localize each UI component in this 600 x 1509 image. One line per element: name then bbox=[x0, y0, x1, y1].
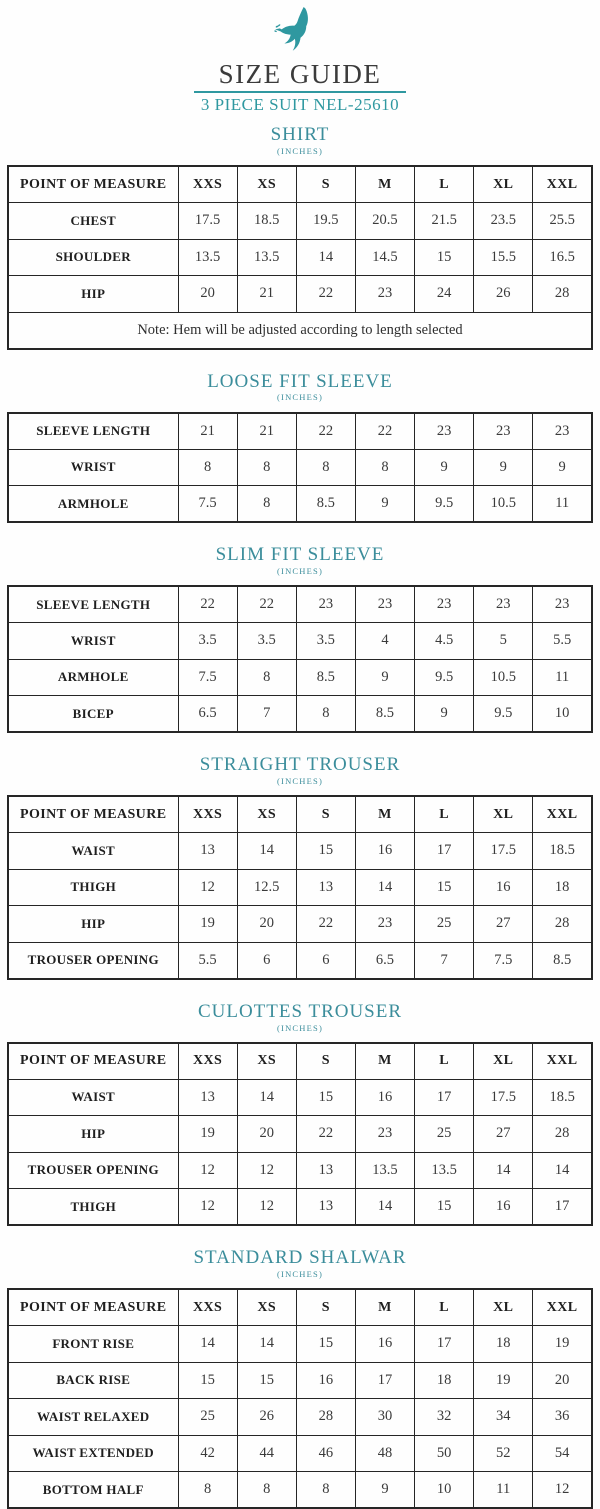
size-header-cell: M bbox=[355, 1289, 414, 1326]
size-value-cell: 20 bbox=[237, 906, 296, 943]
size-header-cell: XXS bbox=[178, 1289, 237, 1326]
size-value-cell: 8 bbox=[178, 1472, 237, 1509]
size-header-cell: XS bbox=[237, 1043, 296, 1080]
size-value-cell: 17 bbox=[415, 1079, 474, 1116]
size-value-cell: 23 bbox=[474, 586, 533, 623]
size-value-cell: 8.5 bbox=[533, 942, 592, 979]
size-value-cell: 22 bbox=[178, 586, 237, 623]
size-value-cell: 22 bbox=[296, 413, 355, 450]
size-value-cell: 8 bbox=[237, 449, 296, 486]
size-value-cell: 44 bbox=[237, 1435, 296, 1472]
size-value-cell: 17 bbox=[415, 1326, 474, 1363]
size-header-cell: S bbox=[296, 1043, 355, 1080]
size-value-cell: 9.5 bbox=[415, 486, 474, 523]
size-value-cell: 20 bbox=[533, 1362, 592, 1399]
size-value-cell: 19 bbox=[178, 1116, 237, 1153]
size-value-cell: 15 bbox=[296, 1326, 355, 1363]
section-standard-shalwar bbox=[0, 1247, 600, 1509]
size-value-cell: 18.5 bbox=[237, 203, 296, 240]
size-value-cell: 20 bbox=[237, 1116, 296, 1153]
size-value-cell: 12 bbox=[533, 1472, 592, 1509]
size-header-cell: M bbox=[355, 166, 414, 203]
point-of-measure-header: POINT OF MEASURE bbox=[8, 166, 178, 203]
size-value-cell: 17.5 bbox=[474, 1079, 533, 1116]
size-value-cell: 20.5 bbox=[355, 203, 414, 240]
units-label: (INCHES) bbox=[277, 1269, 323, 1280]
size-value-cell: 23 bbox=[355, 276, 414, 313]
size-value-cell: 10 bbox=[533, 696, 592, 733]
size-value-cell: 22 bbox=[296, 906, 355, 943]
units-label: (INCHES) bbox=[277, 1022, 323, 1033]
size-value-cell: 25 bbox=[178, 1399, 237, 1436]
size-value-cell: 23 bbox=[533, 586, 592, 623]
size-value-cell: 5.5 bbox=[178, 942, 237, 979]
size-value-cell: 18 bbox=[474, 1326, 533, 1363]
size-value-cell: 8 bbox=[237, 1472, 296, 1509]
size-value-cell: 19 bbox=[533, 1326, 592, 1363]
measure-label-cell: WRIST bbox=[8, 449, 178, 486]
size-value-cell: 8 bbox=[296, 1472, 355, 1509]
size-value-cell: 28 bbox=[296, 1399, 355, 1436]
size-value-cell: 15 bbox=[415, 239, 474, 276]
measure-label-cell: SLEEVE LENGTH bbox=[8, 586, 178, 623]
size-header-cell: L bbox=[415, 166, 474, 203]
section-culottes-trouser bbox=[0, 1001, 600, 1227]
size-value-cell: 9 bbox=[415, 449, 474, 486]
size-value-cell: 19 bbox=[474, 1362, 533, 1399]
measure-label-cell: THIGH bbox=[8, 869, 178, 906]
size-value-cell: 7 bbox=[237, 696, 296, 733]
size-value-cell: 22 bbox=[237, 586, 296, 623]
size-value-cell: 12 bbox=[178, 1189, 237, 1226]
table-row bbox=[8, 1326, 592, 1363]
size-value-cell: 23 bbox=[533, 413, 592, 450]
size-header-cell: XXL bbox=[533, 1289, 592, 1326]
size-value-cell: 4.5 bbox=[415, 623, 474, 660]
size-value-cell: 32 bbox=[415, 1399, 474, 1436]
title-divider bbox=[194, 91, 406, 93]
units-label: (INCHES) bbox=[277, 565, 323, 576]
size-value-cell: 8 bbox=[296, 449, 355, 486]
section-title: SLIM FIT SLEEVE bbox=[215, 544, 385, 566]
size-value-cell: 23 bbox=[415, 413, 474, 450]
size-value-cell: 46 bbox=[296, 1435, 355, 1472]
size-value-cell: 12 bbox=[178, 869, 237, 906]
table-row bbox=[8, 486, 592, 523]
size-header-cell: XS bbox=[237, 1289, 296, 1326]
size-value-cell: 9 bbox=[355, 659, 414, 696]
size-header-cell: L bbox=[415, 1289, 474, 1326]
units-label: (INCHES) bbox=[277, 145, 323, 156]
size-value-cell: 30 bbox=[355, 1399, 414, 1436]
table-row bbox=[8, 833, 592, 870]
section-straight-trouser bbox=[0, 754, 600, 980]
table-row bbox=[8, 1399, 592, 1436]
size-value-cell: 6 bbox=[296, 942, 355, 979]
table-row bbox=[8, 1152, 592, 1189]
measure-label-cell: SLEEVE LENGTH bbox=[8, 413, 178, 450]
measure-label-cell: BICEP bbox=[8, 696, 178, 733]
header bbox=[0, 6, 600, 115]
measure-label-cell: WAIST bbox=[8, 1079, 178, 1116]
size-value-cell: 23 bbox=[296, 586, 355, 623]
size-header-cell: XXL bbox=[533, 166, 592, 203]
measure-label-cell: THIGH bbox=[8, 1189, 178, 1226]
size-value-cell: 25 bbox=[415, 1116, 474, 1153]
table-row bbox=[8, 696, 592, 733]
size-value-cell: 11 bbox=[533, 659, 592, 696]
size-header-cell: M bbox=[355, 1043, 414, 1080]
page-title: SIZE GUIDE bbox=[218, 59, 382, 89]
table-note-row bbox=[8, 312, 592, 349]
size-header-cell: XL bbox=[474, 166, 533, 203]
size-value-cell: 22 bbox=[355, 413, 414, 450]
size-value-cell: 28 bbox=[533, 906, 592, 943]
size-value-cell: 19.5 bbox=[296, 203, 355, 240]
size-value-cell: 22 bbox=[296, 276, 355, 313]
size-value-cell: 34 bbox=[474, 1399, 533, 1436]
table-row bbox=[8, 1116, 592, 1153]
size-value-cell: 15 bbox=[237, 1362, 296, 1399]
size-value-cell: 28 bbox=[533, 276, 592, 313]
size-value-cell: 27 bbox=[474, 906, 533, 943]
size-value-cell: 8.5 bbox=[355, 696, 414, 733]
measure-label-cell: HIP bbox=[8, 1116, 178, 1153]
table-header-row bbox=[8, 796, 592, 833]
size-value-cell: 7 bbox=[415, 942, 474, 979]
size-value-cell: 16 bbox=[474, 869, 533, 906]
size-value-cell: 12.5 bbox=[237, 869, 296, 906]
size-value-cell: 3.5 bbox=[178, 623, 237, 660]
size-value-cell: 13 bbox=[296, 1152, 355, 1189]
measure-label-cell: TROUSER OPENING bbox=[8, 1152, 178, 1189]
units-label: (INCHES) bbox=[277, 775, 323, 786]
dove-logo-icon bbox=[274, 6, 326, 58]
size-value-cell: 27 bbox=[474, 1116, 533, 1153]
size-value-cell: 23 bbox=[415, 586, 474, 623]
size-table-shirt bbox=[7, 165, 593, 350]
table-row bbox=[8, 413, 592, 450]
size-value-cell: 8 bbox=[355, 449, 414, 486]
size-value-cell: 14 bbox=[355, 869, 414, 906]
size-value-cell: 3.5 bbox=[237, 623, 296, 660]
table-row bbox=[8, 906, 592, 943]
size-value-cell: 19 bbox=[178, 906, 237, 943]
size-value-cell: 13 bbox=[296, 869, 355, 906]
size-value-cell: 54 bbox=[533, 1435, 592, 1472]
size-value-cell: 42 bbox=[178, 1435, 237, 1472]
size-value-cell: 9.5 bbox=[415, 659, 474, 696]
size-value-cell: 13 bbox=[296, 1189, 355, 1226]
size-value-cell: 21 bbox=[237, 413, 296, 450]
size-header-cell: L bbox=[415, 1043, 474, 1080]
size-value-cell: 14 bbox=[237, 833, 296, 870]
size-value-cell: 14 bbox=[296, 239, 355, 276]
size-header-cell: XS bbox=[237, 796, 296, 833]
size-value-cell: 48 bbox=[355, 1435, 414, 1472]
size-value-cell: 15.5 bbox=[474, 239, 533, 276]
measure-label-cell: BOTTOM HALF bbox=[8, 1472, 178, 1509]
size-table-straight-trouser bbox=[7, 795, 593, 980]
size-value-cell: 23 bbox=[474, 413, 533, 450]
size-value-cell: 16 bbox=[355, 833, 414, 870]
size-value-cell: 8 bbox=[237, 659, 296, 696]
table-row bbox=[8, 1079, 592, 1116]
measure-label-cell: HIP bbox=[8, 276, 178, 313]
size-value-cell: 12 bbox=[237, 1152, 296, 1189]
measure-label-cell: SHOULDER bbox=[8, 239, 178, 276]
size-value-cell: 23 bbox=[355, 1116, 414, 1153]
measure-label-cell: WRIST bbox=[8, 623, 178, 660]
size-value-cell: 15 bbox=[415, 869, 474, 906]
size-value-cell: 13.5 bbox=[178, 239, 237, 276]
size-value-cell: 14 bbox=[474, 1152, 533, 1189]
size-value-cell: 50 bbox=[415, 1435, 474, 1472]
size-value-cell: 20 bbox=[178, 276, 237, 313]
size-value-cell: 16 bbox=[355, 1079, 414, 1116]
table-row bbox=[8, 659, 592, 696]
section-slim-fit-sleeve bbox=[0, 544, 600, 733]
measure-label-cell: HIP bbox=[8, 906, 178, 943]
table-row bbox=[8, 586, 592, 623]
size-value-cell: 25 bbox=[415, 906, 474, 943]
table-row bbox=[8, 239, 592, 276]
size-value-cell: 5 bbox=[474, 623, 533, 660]
size-value-cell: 14 bbox=[237, 1079, 296, 1116]
table-row bbox=[8, 1435, 592, 1472]
size-value-cell: 24 bbox=[415, 276, 474, 313]
size-value-cell: 4 bbox=[355, 623, 414, 660]
size-value-cell: 16.5 bbox=[533, 239, 592, 276]
table-header-row bbox=[8, 1289, 592, 1326]
table-header-row bbox=[8, 166, 592, 203]
table-row bbox=[8, 1472, 592, 1509]
size-value-cell: 16 bbox=[296, 1362, 355, 1399]
table-header-row bbox=[8, 1043, 592, 1080]
table-row bbox=[8, 869, 592, 906]
section-shirt bbox=[0, 124, 600, 350]
size-header-cell: S bbox=[296, 166, 355, 203]
size-value-cell: 13.5 bbox=[355, 1152, 414, 1189]
size-value-cell: 18 bbox=[415, 1362, 474, 1399]
section-title: LOOSE FIT SLEEVE bbox=[207, 370, 393, 392]
table-row bbox=[8, 1362, 592, 1399]
size-value-cell: 17 bbox=[533, 1189, 592, 1226]
size-value-cell: 8.5 bbox=[296, 659, 355, 696]
size-header-cell: XL bbox=[474, 796, 533, 833]
size-value-cell: 21 bbox=[237, 276, 296, 313]
measure-label-cell: BACK RISE bbox=[8, 1362, 178, 1399]
measure-label-cell: TROUSER OPENING bbox=[8, 942, 178, 979]
size-value-cell: 13 bbox=[178, 833, 237, 870]
size-value-cell: 52 bbox=[474, 1435, 533, 1472]
size-value-cell: 23 bbox=[355, 586, 414, 623]
size-value-cell: 12 bbox=[237, 1189, 296, 1226]
size-value-cell: 23.5 bbox=[474, 203, 533, 240]
size-value-cell: 26 bbox=[474, 276, 533, 313]
size-value-cell: 15 bbox=[296, 1079, 355, 1116]
size-header-cell: L bbox=[415, 796, 474, 833]
size-header-cell: S bbox=[296, 1289, 355, 1326]
page-subtitle: 3 PIECE SUIT NEL-25610 bbox=[200, 95, 400, 115]
size-header-cell: XS bbox=[237, 166, 296, 203]
size-value-cell: 13 bbox=[178, 1079, 237, 1116]
measure-label-cell: FRONT RISE bbox=[8, 1326, 178, 1363]
size-value-cell: 11 bbox=[474, 1472, 533, 1509]
size-value-cell: 13.5 bbox=[237, 239, 296, 276]
point-of-measure-header: POINT OF MEASURE bbox=[8, 1289, 178, 1326]
size-value-cell: 10.5 bbox=[474, 486, 533, 523]
note-cell: Note: Hem will be adjusted according to length selected bbox=[8, 312, 592, 349]
size-value-cell: 8 bbox=[237, 486, 296, 523]
size-value-cell: 8 bbox=[296, 696, 355, 733]
size-value-cell: 21 bbox=[178, 413, 237, 450]
size-table-slim-fit-sleeve bbox=[7, 585, 593, 733]
table-row bbox=[8, 449, 592, 486]
size-value-cell: 7.5 bbox=[178, 486, 237, 523]
size-header-cell: XXS bbox=[178, 796, 237, 833]
size-value-cell: 17.5 bbox=[474, 833, 533, 870]
size-value-cell: 17.5 bbox=[178, 203, 237, 240]
size-value-cell: 7.5 bbox=[474, 942, 533, 979]
point-of-measure-header: POINT OF MEASURE bbox=[8, 796, 178, 833]
size-header-cell: XL bbox=[474, 1289, 533, 1326]
size-header-cell: XXL bbox=[533, 1043, 592, 1080]
size-value-cell: 21.5 bbox=[415, 203, 474, 240]
section-loose-fit-sleeve bbox=[0, 371, 600, 524]
units-label: (INCHES) bbox=[277, 392, 323, 403]
section-title: SHIRT bbox=[270, 124, 330, 146]
size-value-cell: 9 bbox=[474, 449, 533, 486]
size-value-cell: 16 bbox=[355, 1326, 414, 1363]
size-value-cell: 7.5 bbox=[178, 659, 237, 696]
size-value-cell: 28 bbox=[533, 1116, 592, 1153]
table-row bbox=[8, 276, 592, 313]
size-value-cell: 18.5 bbox=[533, 833, 592, 870]
size-value-cell: 5.5 bbox=[533, 623, 592, 660]
table-row bbox=[8, 1189, 592, 1226]
measure-label-cell: WAIST bbox=[8, 833, 178, 870]
size-header-cell: XXS bbox=[178, 1043, 237, 1080]
size-value-cell: 17 bbox=[415, 833, 474, 870]
size-value-cell: 18.5 bbox=[533, 1079, 592, 1116]
measure-label-cell: WAIST RELAXED bbox=[8, 1399, 178, 1436]
size-value-cell: 6.5 bbox=[178, 696, 237, 733]
size-value-cell: 14.5 bbox=[355, 239, 414, 276]
sections-container bbox=[0, 124, 600, 1509]
size-table-culottes-trouser bbox=[7, 1042, 593, 1227]
size-value-cell: 22 bbox=[296, 1116, 355, 1153]
point-of-measure-header: POINT OF MEASURE bbox=[8, 1043, 178, 1080]
size-value-cell: 26 bbox=[237, 1399, 296, 1436]
size-value-cell: 6 bbox=[237, 942, 296, 979]
measure-label-cell: WAIST EXTENDED bbox=[8, 1435, 178, 1472]
size-value-cell: 17 bbox=[355, 1362, 414, 1399]
size-value-cell: 9 bbox=[533, 449, 592, 486]
size-value-cell: 9.5 bbox=[474, 696, 533, 733]
size-header-cell: M bbox=[355, 796, 414, 833]
size-value-cell: 8.5 bbox=[296, 486, 355, 523]
measure-label-cell: ARMHOLE bbox=[8, 486, 178, 523]
size-value-cell: 36 bbox=[533, 1399, 592, 1436]
size-value-cell: 12 bbox=[178, 1152, 237, 1189]
size-value-cell: 15 bbox=[415, 1189, 474, 1226]
table-row bbox=[8, 942, 592, 979]
size-value-cell: 14 bbox=[178, 1326, 237, 1363]
size-header-cell: S bbox=[296, 796, 355, 833]
measure-label-cell: ARMHOLE bbox=[8, 659, 178, 696]
section-title: STANDARD SHALWAR bbox=[193, 1247, 407, 1269]
size-value-cell: 16 bbox=[474, 1189, 533, 1226]
size-value-cell: 10.5 bbox=[474, 659, 533, 696]
size-value-cell: 9 bbox=[415, 696, 474, 733]
size-value-cell: 9 bbox=[355, 486, 414, 523]
size-value-cell: 9 bbox=[355, 1472, 414, 1509]
size-header-cell: XXS bbox=[178, 166, 237, 203]
size-value-cell: 15 bbox=[296, 833, 355, 870]
section-title: STRAIGHT TROUSER bbox=[199, 754, 401, 776]
size-header-cell: XXL bbox=[533, 796, 592, 833]
size-value-cell: 15 bbox=[178, 1362, 237, 1399]
size-value-cell: 10 bbox=[415, 1472, 474, 1509]
size-value-cell: 14 bbox=[533, 1152, 592, 1189]
size-table-standard-shalwar bbox=[7, 1288, 593, 1509]
table-row bbox=[8, 203, 592, 240]
table-row bbox=[8, 623, 592, 660]
size-value-cell: 23 bbox=[355, 906, 414, 943]
size-table-loose-fit-sleeve bbox=[7, 412, 593, 524]
size-value-cell: 13.5 bbox=[415, 1152, 474, 1189]
size-value-cell: 25.5 bbox=[533, 203, 592, 240]
size-header-cell: XL bbox=[474, 1043, 533, 1080]
size-value-cell: 8 bbox=[178, 449, 237, 486]
size-value-cell: 6.5 bbox=[355, 942, 414, 979]
section-title: CULOTTES TROUSER bbox=[197, 1000, 403, 1022]
size-value-cell: 18 bbox=[533, 869, 592, 906]
size-value-cell: 14 bbox=[355, 1189, 414, 1226]
size-value-cell: 14 bbox=[237, 1326, 296, 1363]
size-value-cell: 11 bbox=[533, 486, 592, 523]
measure-label-cell: CHEST bbox=[8, 203, 178, 240]
size-value-cell: 3.5 bbox=[296, 623, 355, 660]
